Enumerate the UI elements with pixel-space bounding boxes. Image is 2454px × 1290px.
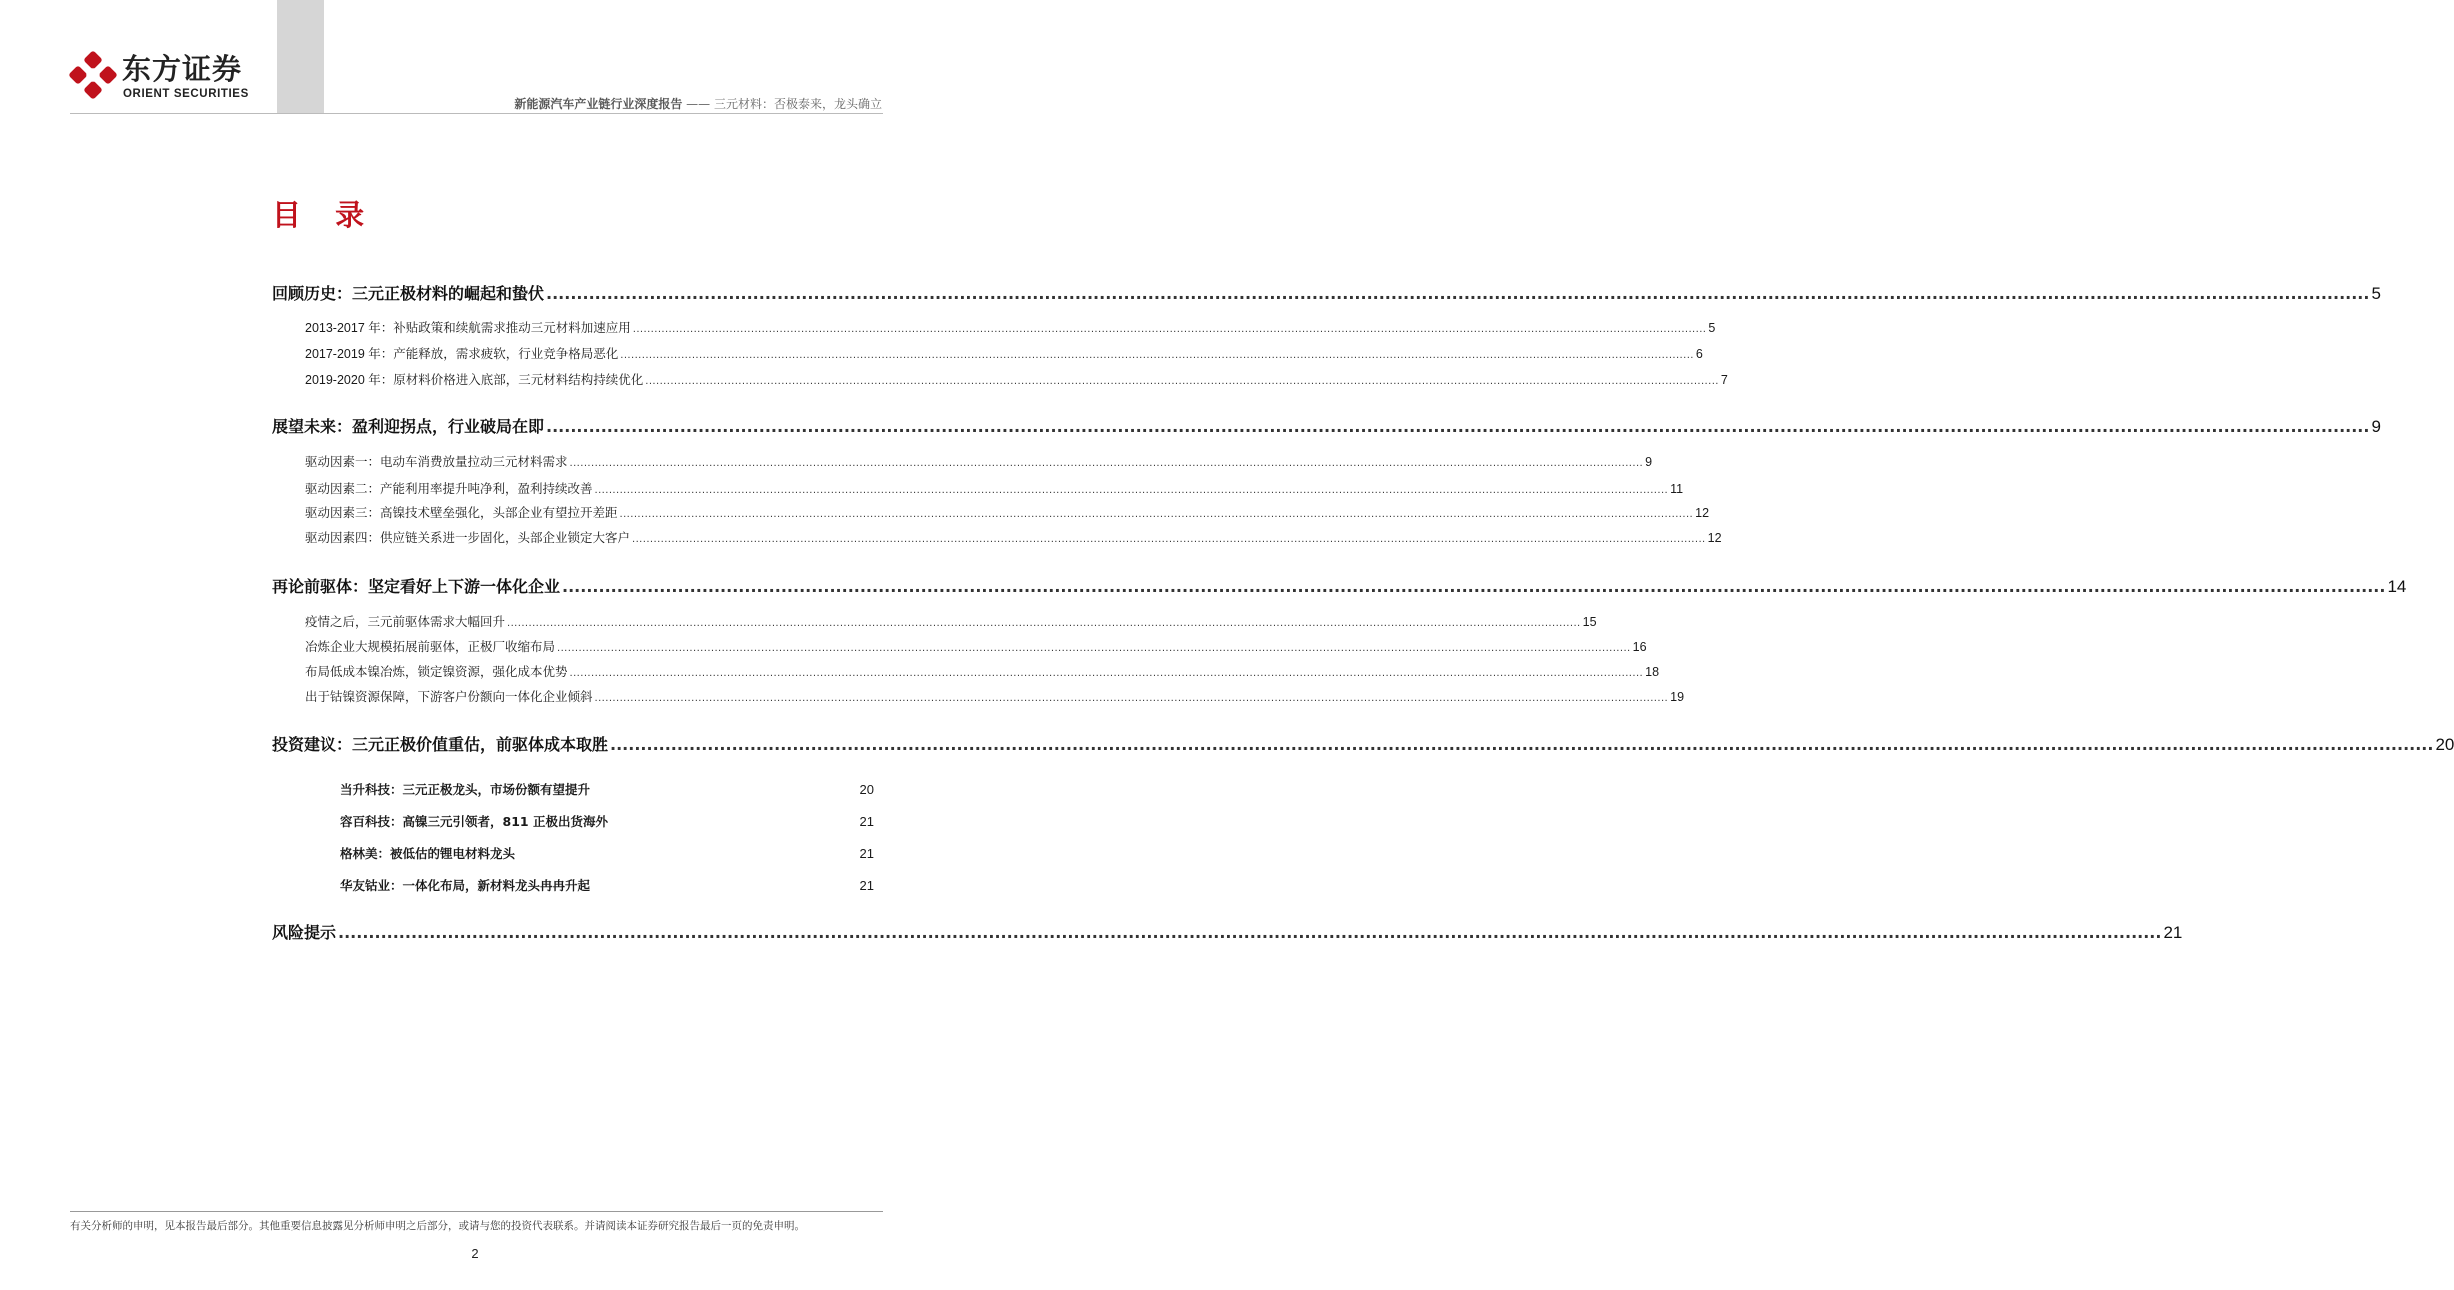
footer-disclaimer: 有关分析师的申明，见本报告最后部分。其他重要信息披露见分析师申明之后部分，或请与您的投资代表联系。并请阅读本证券研究报告最后一页的免责申明。 [70,1220,805,1232]
toc-entry-title: 展望未来：盈利迎拐点，行业破局在即 [272,417,545,436]
toc-entry-title: 华友钴业：一体化布局，新材料龙头冉冉升起 [340,878,591,893]
toc-entry-page: 11 [1670,482,1684,496]
toc-entry-title: 风险提示 [272,923,337,942]
brand-name-cn: 东方证券 [122,52,243,86]
footer-divider [70,1211,883,1212]
toc-leader-dots: ............................................................................................................................................................................................................................................................................................................ [569,458,1644,469]
toc-entry-page: 21 [859,878,874,893]
toc-entry[interactable] [272,281,2381,304]
toc-entry-title: 当升科技：三元正极龙头，市场份额有望提升 [340,782,591,797]
page-number: 2 [471,1246,479,1261]
toc-entry-page: 12 [1695,506,1710,520]
toc-entry-page: 20 [2435,735,2454,754]
toc-entry-page: 18 [1645,665,1660,679]
toc-leader-dots: ............................................................................................................................................................................................................................................................................................................ [620,350,1694,361]
toc-entry-title: 驱动因素一：电动车消费放量拉动三元材料需求 [305,455,568,469]
toc-entry-title: 2013-2017 年：补贴政策和续航需求推动三元材料加速应用 [305,321,631,335]
toc-entry[interactable] [305,612,1597,630]
toc-entry-page: 21 [2163,923,2183,942]
toc-entry[interactable] [305,479,1684,497]
toc-entry-title: 回顾历史：三元正极材料的崛起和蛰伏 [272,284,545,303]
toc-leader-dots: ............................................................................................................................................................................................................................................................................................................ [562,577,2386,596]
toc-leader-dots: ............................................................................................................................................................................................................................................................................................................ [594,693,1669,704]
header-accent-bar [277,0,324,113]
toc-entry-title: 格林美：被低估的锂电材料龙头 [340,846,516,861]
toc-entry-page: 12 [1707,531,1722,545]
report-header [514,95,882,112]
toc-entry[interactable] [305,370,1728,388]
report-subtitle: 三元材料：否极泰来，龙头确立 [713,97,882,111]
toc-entry-page: 5 [2371,284,2381,303]
toc-entry-page: 15 [1582,615,1597,629]
toc-entry-page: 21 [859,814,874,829]
toc-entry[interactable] [305,503,1710,521]
toc-leader-dots: ............................................................................................................................................................................................................................................................................................................ [557,643,1631,654]
toc-entry-title: 驱动因素三：高镍技术壁垒强化，头部企业有望拉开差距 [305,506,618,520]
toc-leader-dots: ............................................................................................................................................................................................................................................................................................................ [594,485,1669,496]
toc-leader-dots: ............................................................................................................................................................................................................................................................................................................ [338,923,2162,942]
toc-leader-dots: ............................................................................................................................................................................................................................................................................................................ [546,284,2370,303]
toc-entry[interactable] [272,920,2183,943]
toc-entry[interactable] [305,637,1647,655]
toc-entry-page: 9 [1645,455,1653,469]
toc-entry[interactable] [272,732,2454,755]
toc-entry[interactable] [305,344,1703,362]
toc-entry-title: 冶炼企业大规模拓展前驱体，正极厂收缩布局 [305,640,556,654]
toc-entry[interactable] [305,687,1685,705]
toc-entry[interactable] [272,414,2381,437]
title-separator: —— [686,97,711,111]
toc-entry[interactable] [340,876,874,894]
toc-entry-page: 19 [1670,690,1685,704]
toc-entry-title: 2017-2019 年：产能释放，需求疲软，行业竞争格局恶化 [305,347,619,361]
toc-leader-dots: ............................................................................................................................................................................................................................................................................................................ [632,324,1707,335]
toc-entry[interactable] [305,528,1722,546]
brand-name-en: ORIENT SECURITIES [123,88,249,100]
toc-entry[interactable] [340,780,874,798]
brand-logo-icon [70,52,116,98]
toc-entry-title: 驱动因素四：供应链关系进一步固化，头部企业锁定大客户 [305,531,631,545]
toc-entry-page: 16 [1632,640,1647,654]
toc-leader-dots: ............................................................................................................................................................................................................................................................................................................ [632,534,1706,545]
toc-entry-page: 20 [859,782,874,797]
toc-leader-dots: ............................................................................................................................................................................................................................................................................................................ [569,668,1644,679]
toc-leader-dots: ............................................................................................................................................................................................................................................................................................................ [619,509,1694,520]
header-divider [70,113,883,114]
toc-leader-dots: ............................................................................................................................................................................................................................................................................................................ [507,618,1581,629]
toc-entry-page: 7 [1720,373,1728,387]
toc-leader-dots: ............................................................................................................................................................................................................................................................................................................ [645,376,1719,387]
toc-entry-title: 2019-2020 年：原材料价格进入底部，三元材料结构持续优化 [305,373,644,387]
toc-entry-title: 再论前驱体：坚定看好上下游一体化企业 [272,577,561,596]
toc-entry[interactable] [305,452,1653,470]
toc-entry[interactable] [340,812,874,830]
toc-heading: 目 录 [272,198,377,232]
toc-entry-title: 布局低成本镍冶炼，锁定镍资源，强化成本优势 [305,665,568,679]
toc-entry-page: 5 [1708,321,1716,335]
toc-entry[interactable] [305,662,1660,680]
toc-entry-title: 投资建议：三元正极价值重估，前驱体成本取胜 [272,735,609,754]
toc-entry-page: 9 [2371,417,2381,436]
toc-entry[interactable] [272,574,2407,597]
toc-entry-page: 21 [859,846,874,861]
toc-entry-page: 14 [2387,577,2407,596]
brand-logo [70,52,270,107]
toc-entry[interactable] [340,844,874,862]
toc-entry-title: 出于钴镍资源保障，下游客户份额向一体化企业倾斜 [305,690,593,704]
toc-entry[interactable] [305,318,1716,336]
toc-entry-title: 疫情之后，三元前驱体需求大幅回升 [305,615,506,629]
toc-entry-page: 6 [1695,347,1703,361]
toc-entry-title: 容百科技：高镍三元引领者，811 正极出货海外 [340,814,608,829]
toc-entry-title: 驱动因素二：产能利用率提升吨净利，盈利持续改善 [305,482,593,496]
toc-leader-dots: ............................................................................................................................................................................................................................................................................................................ [610,735,2434,754]
toc-leader-dots: ............................................................................................................................................................................................................................................................................................................ [546,417,2370,436]
report-title: 新能源汽车产业链行业深度报告 [514,97,683,111]
